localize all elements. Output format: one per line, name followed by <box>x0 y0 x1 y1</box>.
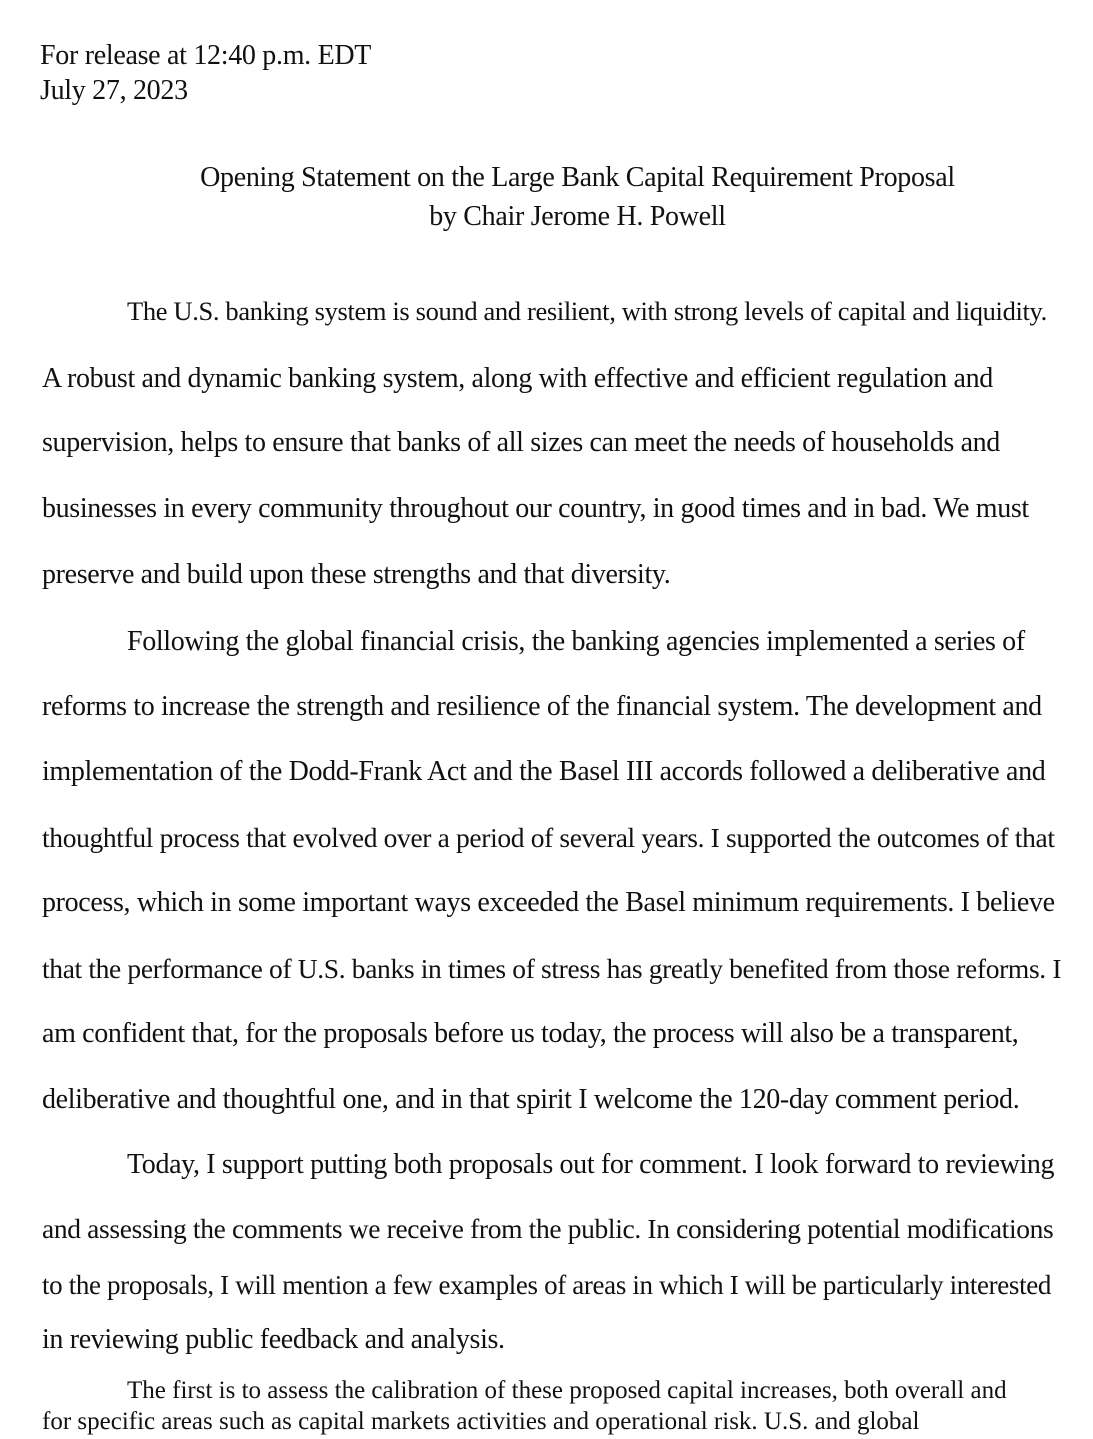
paragraph-line: in reviewing public feedback and analysis. <box>42 1324 505 1355</box>
paragraph-line: reforms to increase the strength and resilience of the financial system. The development and <box>42 691 1042 722</box>
paragraph-line: am confident that, for the proposals before us today, the process will also be a transparent, <box>42 1018 1019 1049</box>
paragraph-line: implementation of the Dodd-Frank Act and the Basel III accords followed a deliberative and <box>42 756 1046 787</box>
paragraph-line: preserve and build upon these strengths and that diversity. <box>42 559 671 590</box>
paragraph-line: A robust and dynamic banking system, along with effective and efficient regulation and <box>42 363 993 394</box>
release-date: July 27, 2023 <box>40 75 188 106</box>
paragraph-line: process, which in some important ways exceeded the Basel minimum requirements. I believe <box>42 887 1055 918</box>
paragraph-line: and assessing the comments we receive from the public. In considering potential modifications <box>42 1213 1054 1244</box>
document-byline: by Chair Jerome H. Powell <box>429 201 726 232</box>
release-time: For release at 12:40 p.m. EDT <box>40 40 372 71</box>
paragraph-line: thoughtful process that evolved over a period of several years. I supported the outcomes of that <box>42 822 1055 853</box>
paragraph-line: Today, I support putting both proposals out for comment. I look forward to reviewing <box>127 1149 1055 1180</box>
paragraph-line: deliberative and thoughtful one, and in that spirit I welcome the 120-day comment period. <box>42 1084 1020 1115</box>
paragraph-line: The U.S. banking system is sound and resilient, with strong levels of capital and liquidity. <box>127 296 1047 326</box>
paragraph-line: Following the global financial crisis, the banking agencies implemented a series of <box>127 626 1025 657</box>
paragraph-line: that the performance of U.S. banks in times of stress has greatly benefited from those reforms. I <box>42 953 1062 984</box>
paragraph-line: for specific areas such as capital markets activities and operational risk. U.S. and global <box>42 1408 920 1435</box>
paragraph-line: supervision, helps to ensure that banks of all sizes can meet the needs of households and <box>42 427 1000 458</box>
paragraph-line: The first is to assess the calibration of these proposed capital increases, both overall and <box>127 1377 1007 1404</box>
document-title: Opening Statement on the Large Bank Capital Requirement Proposal <box>200 162 955 193</box>
paragraph-line: businesses in every community throughout our country, in good times and in bad. We must <box>42 493 1029 524</box>
paragraph-line: to the proposals, I will mention a few examples of areas in which I will be particularly interested <box>42 1270 1052 1300</box>
